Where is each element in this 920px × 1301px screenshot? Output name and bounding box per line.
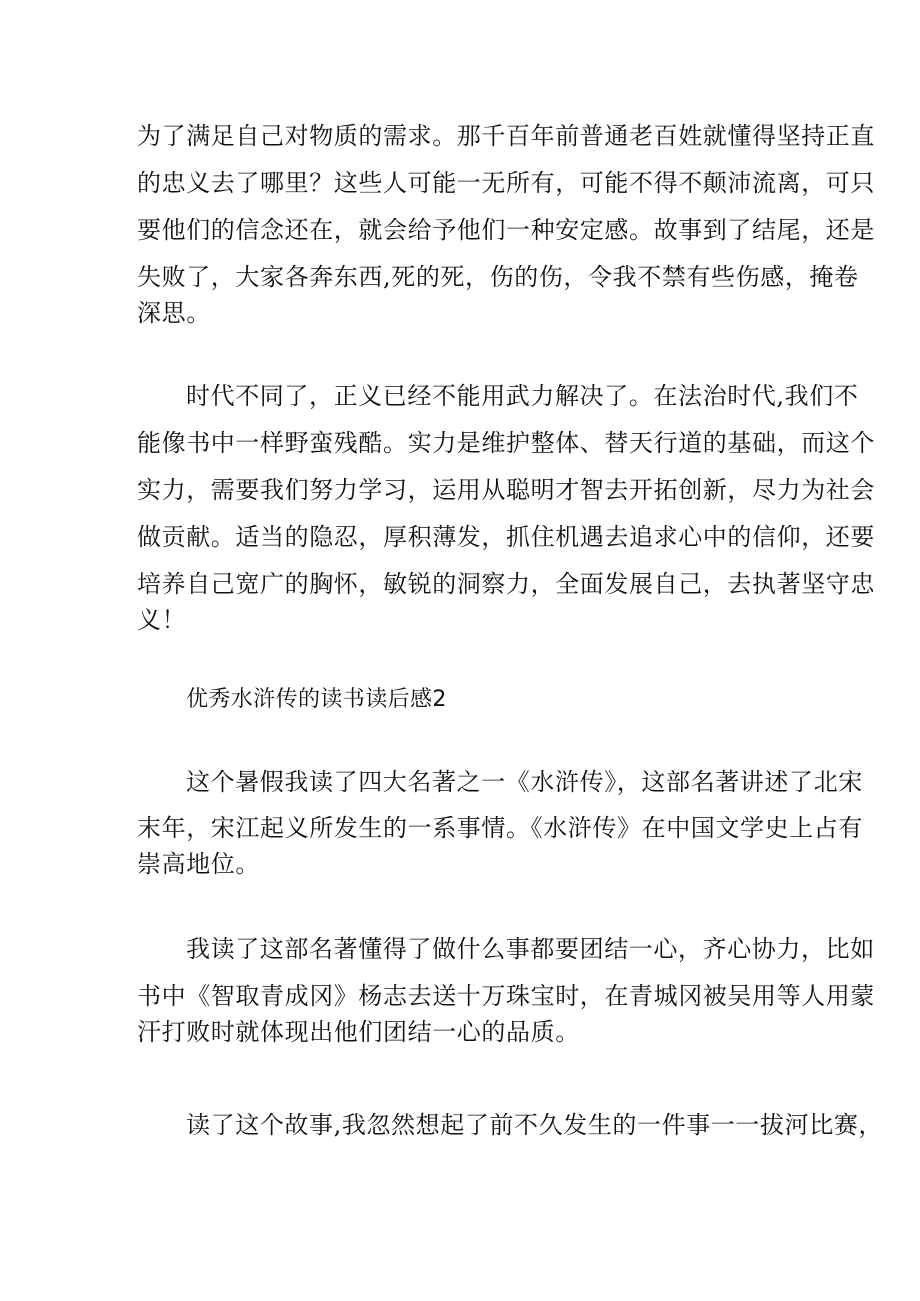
text-line: 深思。 — [137, 299, 211, 327]
section-heading: 优秀水浒传的读书读后感2 — [186, 687, 447, 712]
text-line: 末年，宋江起义所发生的一系事情。《水浒传》在中国文学史上占有 — [137, 814, 863, 842]
text-line: 书中《智取青成冈》杨志去送十万珠宝时，在青城冈被吴用等人用蒙 — [137, 982, 875, 1010]
text-line: 读了这个故事,我忽然想起了前不久发生的一件事一一拔河比赛， — [186, 1111, 884, 1139]
text-line: 的忠义去了哪里？这些人可能一无所有，可能不得不颠沛流离，可只 — [137, 169, 875, 197]
text-line: 能像书中一样野蛮残酷。实力是维护整体、替天行道的基础，而这个 — [137, 429, 875, 457]
text-line: 这个暑假我读了四大名著之一《水浒传》，这部名著讲述了北宋 — [186, 768, 863, 796]
text-line: 我读了这部名著懂得了做什么事都要团结一心，齐心协力，比如 — [186, 935, 875, 963]
text-line: 义！ — [137, 606, 187, 634]
text-line: 做贡献。适当的隐忍，厚积薄发，抓住机遇去追求心中的信仰，还要 — [137, 523, 875, 551]
text-line: 培养自己宽广的胸怀，敏锐的洞察力，全面发展自己，去执著坚守忠 — [137, 570, 875, 598]
text-line: 汗打败时就体现出他们团结一心的品质。 — [137, 1018, 580, 1046]
text-line: 要他们的信念还在，就会给予他们一种安定感。故事到了结尾，还是 — [137, 216, 875, 244]
text-line: 失败了，大家各奔东西,死的死，伤的伤，令我不禁有些伤感，掩卷 — [137, 263, 859, 291]
text-line: 实力，需要我们努力学习，运用从聪明才智去开拓创新，尽力为社会 — [137, 476, 875, 504]
text-line: 崇高地位。 — [137, 850, 260, 878]
text-line: 时代不同了，正义已经不能用武力解决了。在法治时代,我们不 — [186, 382, 859, 410]
text-line: 为了满足自己对物质的需求。那千百年前普通老百姓就懂得坚持正直 — [137, 122, 875, 150]
